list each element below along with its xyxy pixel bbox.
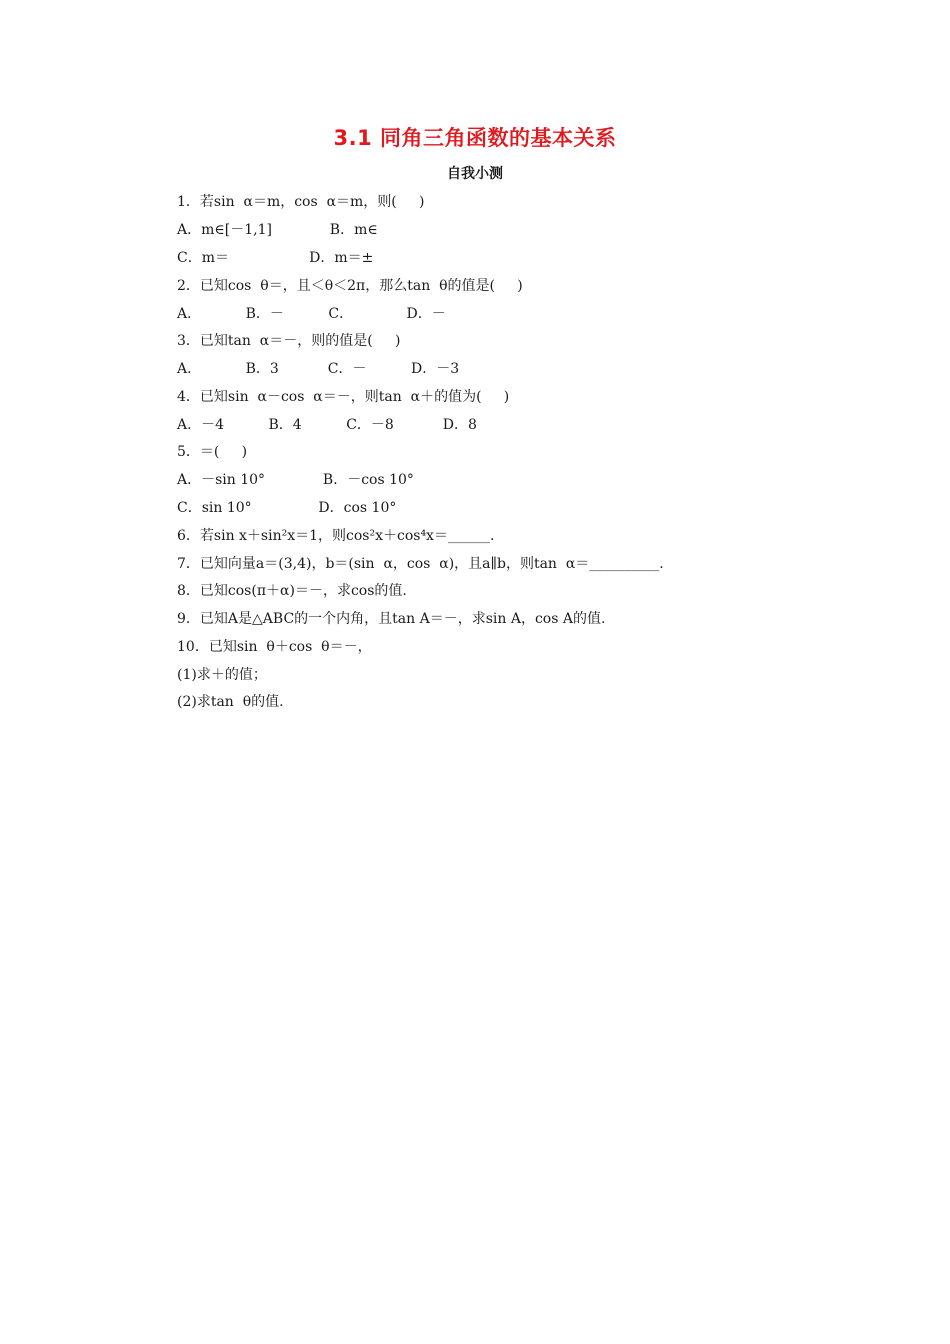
- question-9: 9．已知A是△ABC的一个内角，且tan A＝－，求sin A，cos A的值.: [177, 611, 606, 627]
- question-5: 5．＝( ): [177, 444, 248, 460]
- question-10-part-1: (1)求＋的值；: [177, 667, 267, 683]
- question-3-options: A． B．3 C．－ D．－3: [177, 361, 460, 377]
- question-3: 3．已知tan α＝－，则的值是( ): [177, 333, 401, 349]
- question-6: 6．若sin x＋sin²x＝1，则cos²x＋cos⁴x＝______.: [177, 528, 495, 544]
- question-4-options: A．－4 B．4 C．－8 D．8: [177, 417, 477, 433]
- question-7: 7．已知向量a＝(3,4)，b＝(sin α，cos α)，且a∥b，则tan α＝__________.: [177, 556, 664, 572]
- question-8: 8．已知cos(π＋α)＝－，求cos的值.: [177, 583, 407, 599]
- question-2-options: A． B．－ C． D．－: [177, 306, 446, 322]
- question-4: 4．已知sin α－cos α＝－，则tan α＋的值为( ): [177, 389, 510, 405]
- question-10-part-2: (2)求tan θ的值.: [177, 694, 284, 710]
- page-title: 3.1 同角三角函数的基本关系: [333, 126, 617, 150]
- question-5-options-ab: A．－sin 10° B．－cos 10°: [177, 472, 414, 488]
- question-5-options-cd: C．sin 10° D．cos 10°: [177, 500, 397, 516]
- question-1: 1．若sin α＝m，cos α＝m，则( ): [177, 194, 425, 210]
- question-2: 2．已知cos θ＝，且＜θ＜2π，那么tan θ的值是( ): [177, 278, 523, 294]
- question-1-options-ab: A．m∈[－1,1] B．m∈: [177, 222, 378, 238]
- question-10: 10．已知sin θ＋cos θ＝－，: [177, 639, 372, 655]
- question-1-options-cd: C．m＝ D．m＝±: [177, 250, 374, 266]
- section-subtitle: 自我小测: [447, 166, 503, 182]
